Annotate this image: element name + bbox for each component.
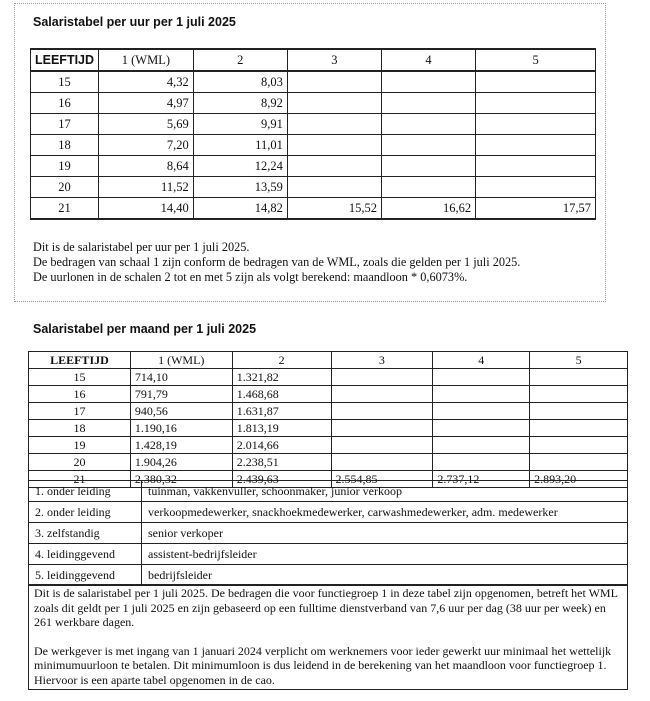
salary-cell	[433, 386, 530, 403]
header-scale-5: 5	[476, 49, 596, 71]
function-group-name: 3. zelfstandig	[29, 523, 142, 544]
age-cell: 16	[31, 93, 99, 114]
monthly-salary-table	[28, 351, 628, 488]
salary-cell: 2.439,63	[232, 471, 331, 488]
salary-cell	[331, 386, 433, 403]
salary-cell: 8,92	[193, 93, 287, 114]
salary-cell	[433, 437, 530, 454]
salary-cell	[433, 454, 530, 471]
salary-cell: 2.238,51	[232, 454, 331, 471]
table-row	[31, 135, 596, 156]
salary-cell	[287, 71, 381, 93]
function-group-row	[29, 481, 628, 502]
salary-cell	[331, 437, 433, 454]
header-scale-5: 5	[530, 352, 628, 369]
table-row	[31, 177, 596, 198]
salary-cell	[381, 93, 475, 114]
header-scale-2: 2	[193, 49, 287, 71]
salary-cell	[476, 71, 596, 93]
salary-cell	[530, 386, 628, 403]
table-header-row	[29, 352, 628, 369]
salary-cell	[476, 135, 596, 156]
age-cell: 21	[31, 198, 99, 220]
footer-paragraph: Dit is de salaristabel per 1 juli 2025. De bedragen die voor functiegroep 1 in deze tabel zijn opgenomen, betreft het WML zoals dit geldt per 1 juli 2025 en zijn gebaseerd op een fulltime dienstverband van 7,6 uur per dag (38 uur per week) en 261 werkbare dagen.	[34, 586, 618, 629]
note-line: De uurlonen in de schalen 2 tot en met 5 zijn als volgt berekend: maandloon * 0,6073%.	[33, 270, 468, 284]
salary-cell: 2.893,20	[530, 471, 628, 488]
monthly-footer-notes	[28, 584, 628, 690]
header-age: LEEFTIJD	[29, 352, 131, 369]
salary-cell	[530, 369, 628, 386]
table-row	[29, 369, 628, 386]
salary-cell: 12,24	[193, 156, 287, 177]
function-group-row	[29, 565, 628, 586]
header-scale-3: 3	[331, 352, 433, 369]
salary-cell: 2.554,85	[331, 471, 433, 488]
function-group-roles: assistent-bedrijfsleider	[142, 544, 628, 565]
age-cell: 19	[31, 156, 99, 177]
hourly-table-title: Salaristabel per uur per 1 juli 2025	[33, 15, 236, 29]
table-row	[29, 403, 628, 420]
salary-cell	[287, 93, 381, 114]
salary-cell	[331, 420, 433, 437]
age-cell: 15	[31, 71, 99, 93]
salary-cell: 2.737,12	[433, 471, 530, 488]
salary-cell	[433, 369, 530, 386]
function-group-name: 4. leidinggevend	[29, 544, 142, 565]
salary-cell: 9,91	[193, 114, 287, 135]
salary-cell: 11,52	[99, 177, 194, 198]
salary-cell	[287, 135, 381, 156]
table-row	[29, 454, 628, 471]
table-row	[31, 198, 596, 220]
salary-cell	[433, 420, 530, 437]
salary-cell	[530, 454, 628, 471]
salary-cell: 14,82	[193, 198, 287, 220]
salary-cell	[530, 437, 628, 454]
table-row	[29, 420, 628, 437]
salary-cell: 14,40	[99, 198, 194, 220]
age-cell: 18	[31, 135, 99, 156]
function-group-name: 1. onder leiding	[29, 481, 142, 502]
salary-cell	[381, 135, 475, 156]
table-header-row	[31, 49, 596, 71]
header-scale-2: 2	[232, 352, 331, 369]
age-cell: 20	[31, 177, 99, 198]
age-cell: 15	[29, 369, 131, 386]
salary-cell: 8,64	[99, 156, 194, 177]
table-row	[31, 71, 596, 93]
salary-cell: 1.190,16	[130, 420, 232, 437]
function-group-roles: tuinman, vakkenvuller, schoonmaker, junior verkoop	[142, 481, 628, 502]
salary-cell	[287, 177, 381, 198]
function-group-name: 2. onder leiding	[29, 502, 142, 523]
salary-cell: 1.904,26	[130, 454, 232, 471]
salary-cell: 5,69	[99, 114, 194, 135]
salary-cell: 1.813,19	[232, 420, 331, 437]
header-age: LEEFTIJD	[31, 49, 99, 71]
salary-cell: 16,62	[381, 198, 475, 220]
salary-cell	[381, 114, 475, 135]
salary-cell	[530, 403, 628, 420]
age-cell: 17	[29, 403, 131, 420]
function-group-roles: senior verkoper	[142, 523, 628, 544]
function-group-name: 5. leidinggevend	[29, 565, 142, 586]
salary-cell	[331, 369, 433, 386]
salary-cell	[476, 93, 596, 114]
salary-cell: 1.631,87	[232, 403, 331, 420]
age-cell: 16	[29, 386, 131, 403]
header-scale-3: 3	[287, 49, 381, 71]
salary-cell: 2.014,66	[232, 437, 331, 454]
salary-cell: 11,01	[193, 135, 287, 156]
salary-cell: 791,79	[130, 386, 232, 403]
hourly-salary-table	[30, 48, 596, 220]
footer-paragraph: De werkgever is met ingang van 1 januari 2024 verplicht om werknemers voor ieder gewerkt uur minimaal het wettelijk minimumuurloon te betalen. Dit minimumloon is dus leidend in de berekening van het maandloon voor functiegroep 1. Hiervoor is een aparte tabel opgenomen in de cao.	[34, 643, 612, 687]
salary-cell: 7,20	[99, 135, 194, 156]
function-group-row	[29, 544, 628, 565]
salary-cell	[433, 403, 530, 420]
table-row	[29, 437, 628, 454]
salary-cell: 940,56	[130, 403, 232, 420]
salary-cell	[381, 156, 475, 177]
function-group-row	[29, 502, 628, 523]
function-group-roles: verkoopmedewerker, snackhoekmedewerker, carwashmedewerker, adm. medewerker	[142, 502, 628, 523]
note-line: Dit is de salaristabel per uur per 1 juli 2025.	[33, 240, 250, 254]
hourly-notes	[33, 240, 520, 285]
salary-cell	[331, 454, 433, 471]
salary-cell	[381, 71, 475, 93]
salary-cell	[476, 177, 596, 198]
table-row	[31, 156, 596, 177]
table-row	[31, 93, 596, 114]
header-scale-1: 1 (WML)	[130, 352, 232, 369]
salary-cell: 4,97	[99, 93, 194, 114]
age-cell: 18	[29, 420, 131, 437]
monthly-table-title: Salaristabel per maand per 1 juli 2025	[33, 322, 257, 336]
salary-cell: 17,57	[476, 198, 596, 220]
salary-cell: 1.428,19	[130, 437, 232, 454]
salary-cell: 15,52	[287, 198, 381, 220]
function-groups-table	[28, 480, 628, 586]
salary-cell	[476, 156, 596, 177]
table-row	[31, 114, 596, 135]
salary-cell	[381, 177, 475, 198]
salary-cell	[530, 420, 628, 437]
function-group-row	[29, 523, 628, 544]
salary-cell: 13,59	[193, 177, 287, 198]
salary-cell: 1.468,68	[232, 386, 331, 403]
salary-cell	[476, 114, 596, 135]
salary-cell: 2.380,32	[130, 471, 232, 488]
age-cell: 21	[29, 471, 131, 488]
header-scale-4: 4	[433, 352, 530, 369]
salary-cell: 714,10	[130, 369, 232, 386]
header-scale-4: 4	[381, 49, 475, 71]
salary-cell	[287, 114, 381, 135]
note-line: De bedragen van schaal 1 zijn conform de bedragen van de WML, zoals die gelden per 1 juli 2025.	[33, 255, 521, 269]
salary-cell	[287, 156, 381, 177]
header-scale-1: 1 (WML)	[99, 49, 194, 71]
salary-cell: 8,03	[193, 71, 287, 93]
salary-cell: 4,32	[99, 71, 194, 93]
function-group-roles: bedrijfsleider	[142, 565, 628, 586]
salary-cell	[331, 403, 433, 420]
age-cell: 19	[29, 437, 131, 454]
salary-cell: 1.321,82	[232, 369, 331, 386]
age-cell: 20	[29, 454, 131, 471]
age-cell: 17	[31, 114, 99, 135]
table-row	[29, 386, 628, 403]
